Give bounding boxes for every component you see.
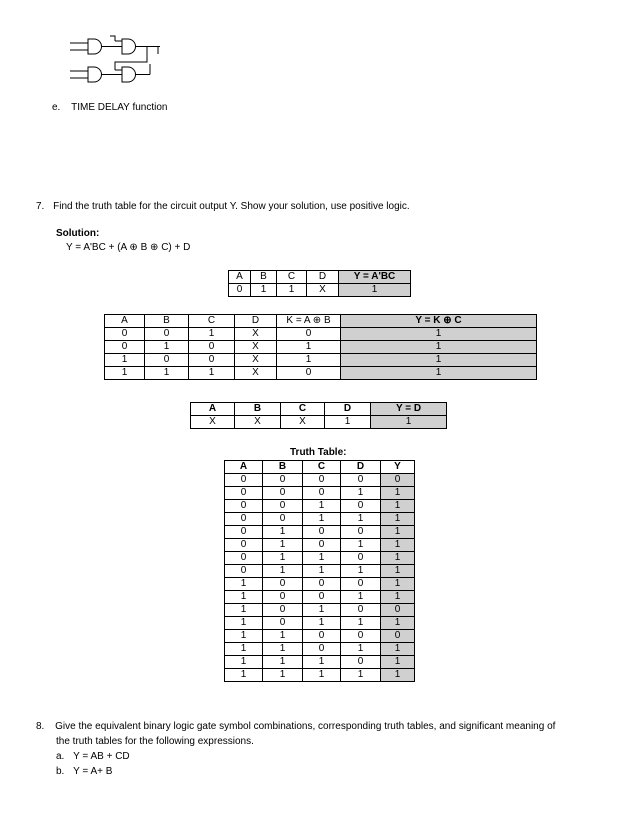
cell: 1	[341, 565, 381, 578]
cell: 0	[105, 341, 145, 354]
table-row	[225, 669, 415, 682]
cell: 1	[341, 513, 381, 526]
cell: 0	[277, 367, 341, 380]
cell: 0	[225, 565, 263, 578]
col-header: B	[145, 315, 189, 328]
col-header: C	[281, 403, 325, 416]
cell: 0	[303, 578, 341, 591]
cell: 0	[263, 474, 303, 487]
truth-table-title: Truth Table:	[290, 447, 347, 458]
cell: 0	[263, 591, 303, 604]
cell: X	[191, 416, 235, 429]
cell: 0	[263, 617, 303, 630]
cell: 0	[303, 643, 341, 656]
col-header: Y	[381, 461, 415, 474]
cell: 1	[303, 656, 341, 669]
q8-item-expr: Y = AB + CD	[73, 751, 130, 762]
q8-text-line1: Give the equivalent binary logic gate symbol combinations, corresponding truth tables, and significant meaning of	[55, 721, 556, 732]
col-header: A	[229, 271, 251, 284]
cell: 1	[339, 284, 411, 297]
cell: 0	[381, 630, 415, 643]
col-header: D	[307, 271, 339, 284]
table-term2	[104, 314, 537, 380]
table-row	[225, 643, 415, 656]
cell: 1	[225, 643, 263, 656]
table-header-row	[225, 461, 415, 474]
cell: 1	[303, 513, 341, 526]
col-header: K = A ⊕ B	[277, 315, 341, 328]
question-8	[36, 721, 555, 732]
table-row	[225, 487, 415, 500]
cell: 1	[263, 669, 303, 682]
cell: 1	[341, 487, 381, 500]
table-row	[225, 552, 415, 565]
cell: 1	[225, 591, 263, 604]
cell: 0	[341, 552, 381, 565]
col-header: C	[277, 271, 307, 284]
cell: 1	[277, 354, 341, 367]
cell: 1	[341, 354, 537, 367]
table-row	[191, 416, 447, 429]
q8-item-letter: a.	[56, 751, 65, 762]
cell: 1	[303, 565, 341, 578]
col-header: D	[341, 461, 381, 474]
table-row	[225, 617, 415, 630]
cell: 0	[145, 354, 189, 367]
table-header-row	[105, 315, 537, 328]
table-row	[225, 591, 415, 604]
cell: 0	[341, 656, 381, 669]
q8-item-b	[56, 766, 112, 777]
cell: 1	[381, 617, 415, 630]
col-header: B	[251, 271, 277, 284]
cell: 1	[381, 513, 415, 526]
cell: 1	[381, 578, 415, 591]
cell: 0	[189, 341, 235, 354]
col-header: D	[325, 403, 371, 416]
cell: 1	[381, 552, 415, 565]
item-e	[52, 102, 167, 113]
table-row	[225, 500, 415, 513]
col-header: Y = K ⊕ C	[341, 315, 537, 328]
cell: 0	[303, 539, 341, 552]
table-row	[225, 526, 415, 539]
q8-item-expr: Y = A+ B	[73, 766, 113, 777]
col-header: A	[191, 403, 235, 416]
logic-gate-diagram	[60, 34, 180, 86]
table-row	[105, 328, 537, 341]
col-header: Y = A'BC	[339, 271, 411, 284]
cell: 0	[225, 526, 263, 539]
cell: 0	[341, 578, 381, 591]
q8-number: 8.	[36, 721, 45, 732]
table-row	[229, 284, 411, 297]
item-e-letter: e.	[52, 102, 61, 113]
cell: 1	[263, 643, 303, 656]
cell: 1	[341, 539, 381, 552]
table-row	[225, 656, 415, 669]
q8-item-a	[56, 751, 130, 762]
cell: 0	[225, 539, 263, 552]
cell: 0	[145, 328, 189, 341]
cell: 0	[189, 354, 235, 367]
cell: 1	[303, 500, 341, 513]
cell: 0	[381, 604, 415, 617]
cell: 1	[303, 552, 341, 565]
solution-equation: Y = A'BC + (A ⊕ B ⊕ C) + D	[66, 242, 191, 253]
cell: 1	[263, 539, 303, 552]
cell: 0	[303, 591, 341, 604]
table-header-row	[191, 403, 447, 416]
cell: 1	[225, 617, 263, 630]
truth-table	[224, 460, 415, 682]
table-row	[225, 513, 415, 526]
table-row	[225, 565, 415, 578]
cell: 0	[225, 513, 263, 526]
item-e-text: TIME DELAY function	[71, 102, 168, 113]
cell: 1	[225, 669, 263, 682]
cell: 1	[381, 565, 415, 578]
cell: 0	[225, 500, 263, 513]
table-row	[225, 474, 415, 487]
cell: 0	[341, 500, 381, 513]
cell: 0	[225, 474, 263, 487]
cell: 1	[381, 487, 415, 500]
cell: 0	[263, 500, 303, 513]
cell: 1	[263, 552, 303, 565]
cell: 0	[341, 604, 381, 617]
cell: 0	[263, 487, 303, 500]
cell: 0	[303, 526, 341, 539]
col-header: C	[303, 461, 341, 474]
cell: 1	[325, 416, 371, 429]
cell: 1	[341, 367, 537, 380]
cell: 1	[263, 526, 303, 539]
cell: 1	[381, 643, 415, 656]
cell: 0	[225, 487, 263, 500]
cell: 0	[229, 284, 251, 297]
cell: 1	[225, 630, 263, 643]
q8-item-letter: b.	[56, 766, 65, 777]
cell: 1	[277, 284, 307, 297]
cell: 0	[225, 552, 263, 565]
cell: X	[235, 328, 277, 341]
cell: 1	[189, 367, 235, 380]
cell: 1	[263, 630, 303, 643]
table-row	[225, 578, 415, 591]
cell: 0	[303, 474, 341, 487]
cell: 1	[381, 526, 415, 539]
col-header: A	[105, 315, 145, 328]
solution-label: Solution:	[56, 228, 100, 239]
cell: 1	[225, 656, 263, 669]
cell: 0	[303, 487, 341, 500]
table-row	[105, 354, 537, 367]
table-row	[225, 539, 415, 552]
col-header: Y = D	[371, 403, 447, 416]
table-row	[105, 341, 537, 354]
table-row	[105, 367, 537, 380]
cell: 0	[341, 630, 381, 643]
cell: 0	[105, 328, 145, 341]
cell: 1	[381, 656, 415, 669]
q7-number: 7.	[36, 201, 45, 212]
cell: 1	[225, 604, 263, 617]
cell: 0	[263, 604, 303, 617]
cell: 1	[381, 591, 415, 604]
col-header: B	[235, 403, 281, 416]
cell: 0	[341, 526, 381, 539]
table-row	[225, 604, 415, 617]
cell: 1	[251, 284, 277, 297]
cell: 1	[263, 565, 303, 578]
cell: 1	[341, 341, 537, 354]
cell: 1	[263, 656, 303, 669]
col-header: B	[263, 461, 303, 474]
cell: X	[235, 416, 281, 429]
cell: 1	[303, 669, 341, 682]
cell: 1	[381, 500, 415, 513]
cell: 1	[341, 591, 381, 604]
cell: 1	[189, 328, 235, 341]
cell: 1	[303, 617, 341, 630]
q8-text-line2: the truth tables for the following expressions.	[56, 736, 254, 747]
cell: X	[235, 354, 277, 367]
cell: 1	[105, 354, 145, 367]
cell: 1	[145, 341, 189, 354]
cell: X	[235, 341, 277, 354]
cell: 1	[341, 617, 381, 630]
table-row	[225, 630, 415, 643]
cell: 1	[225, 578, 263, 591]
cell: 0	[277, 328, 341, 341]
cell: 0	[263, 578, 303, 591]
q7-text: Find the truth table for the circuit output Y. Show your solution, use positive logic.	[53, 201, 410, 212]
table-term3	[190, 402, 447, 429]
cell: 1	[105, 367, 145, 380]
col-header: A	[225, 461, 263, 474]
question-7	[36, 201, 410, 212]
col-header: D	[235, 315, 277, 328]
cell: 1	[145, 367, 189, 380]
table-header-row	[229, 271, 411, 284]
table-term1	[228, 270, 411, 297]
cell: 1	[277, 341, 341, 354]
cell: X	[281, 416, 325, 429]
col-header: C	[189, 315, 235, 328]
cell: 1	[341, 328, 537, 341]
cell: 1	[371, 416, 447, 429]
cell: X	[307, 284, 339, 297]
cell: 0	[381, 474, 415, 487]
cell: 0	[341, 474, 381, 487]
cell: 0	[303, 630, 341, 643]
cell: X	[235, 367, 277, 380]
cell: 0	[263, 513, 303, 526]
cell: 1	[303, 604, 341, 617]
cell: 1	[381, 539, 415, 552]
cell: 1	[341, 643, 381, 656]
cell: 1	[341, 669, 381, 682]
cell: 1	[381, 669, 415, 682]
